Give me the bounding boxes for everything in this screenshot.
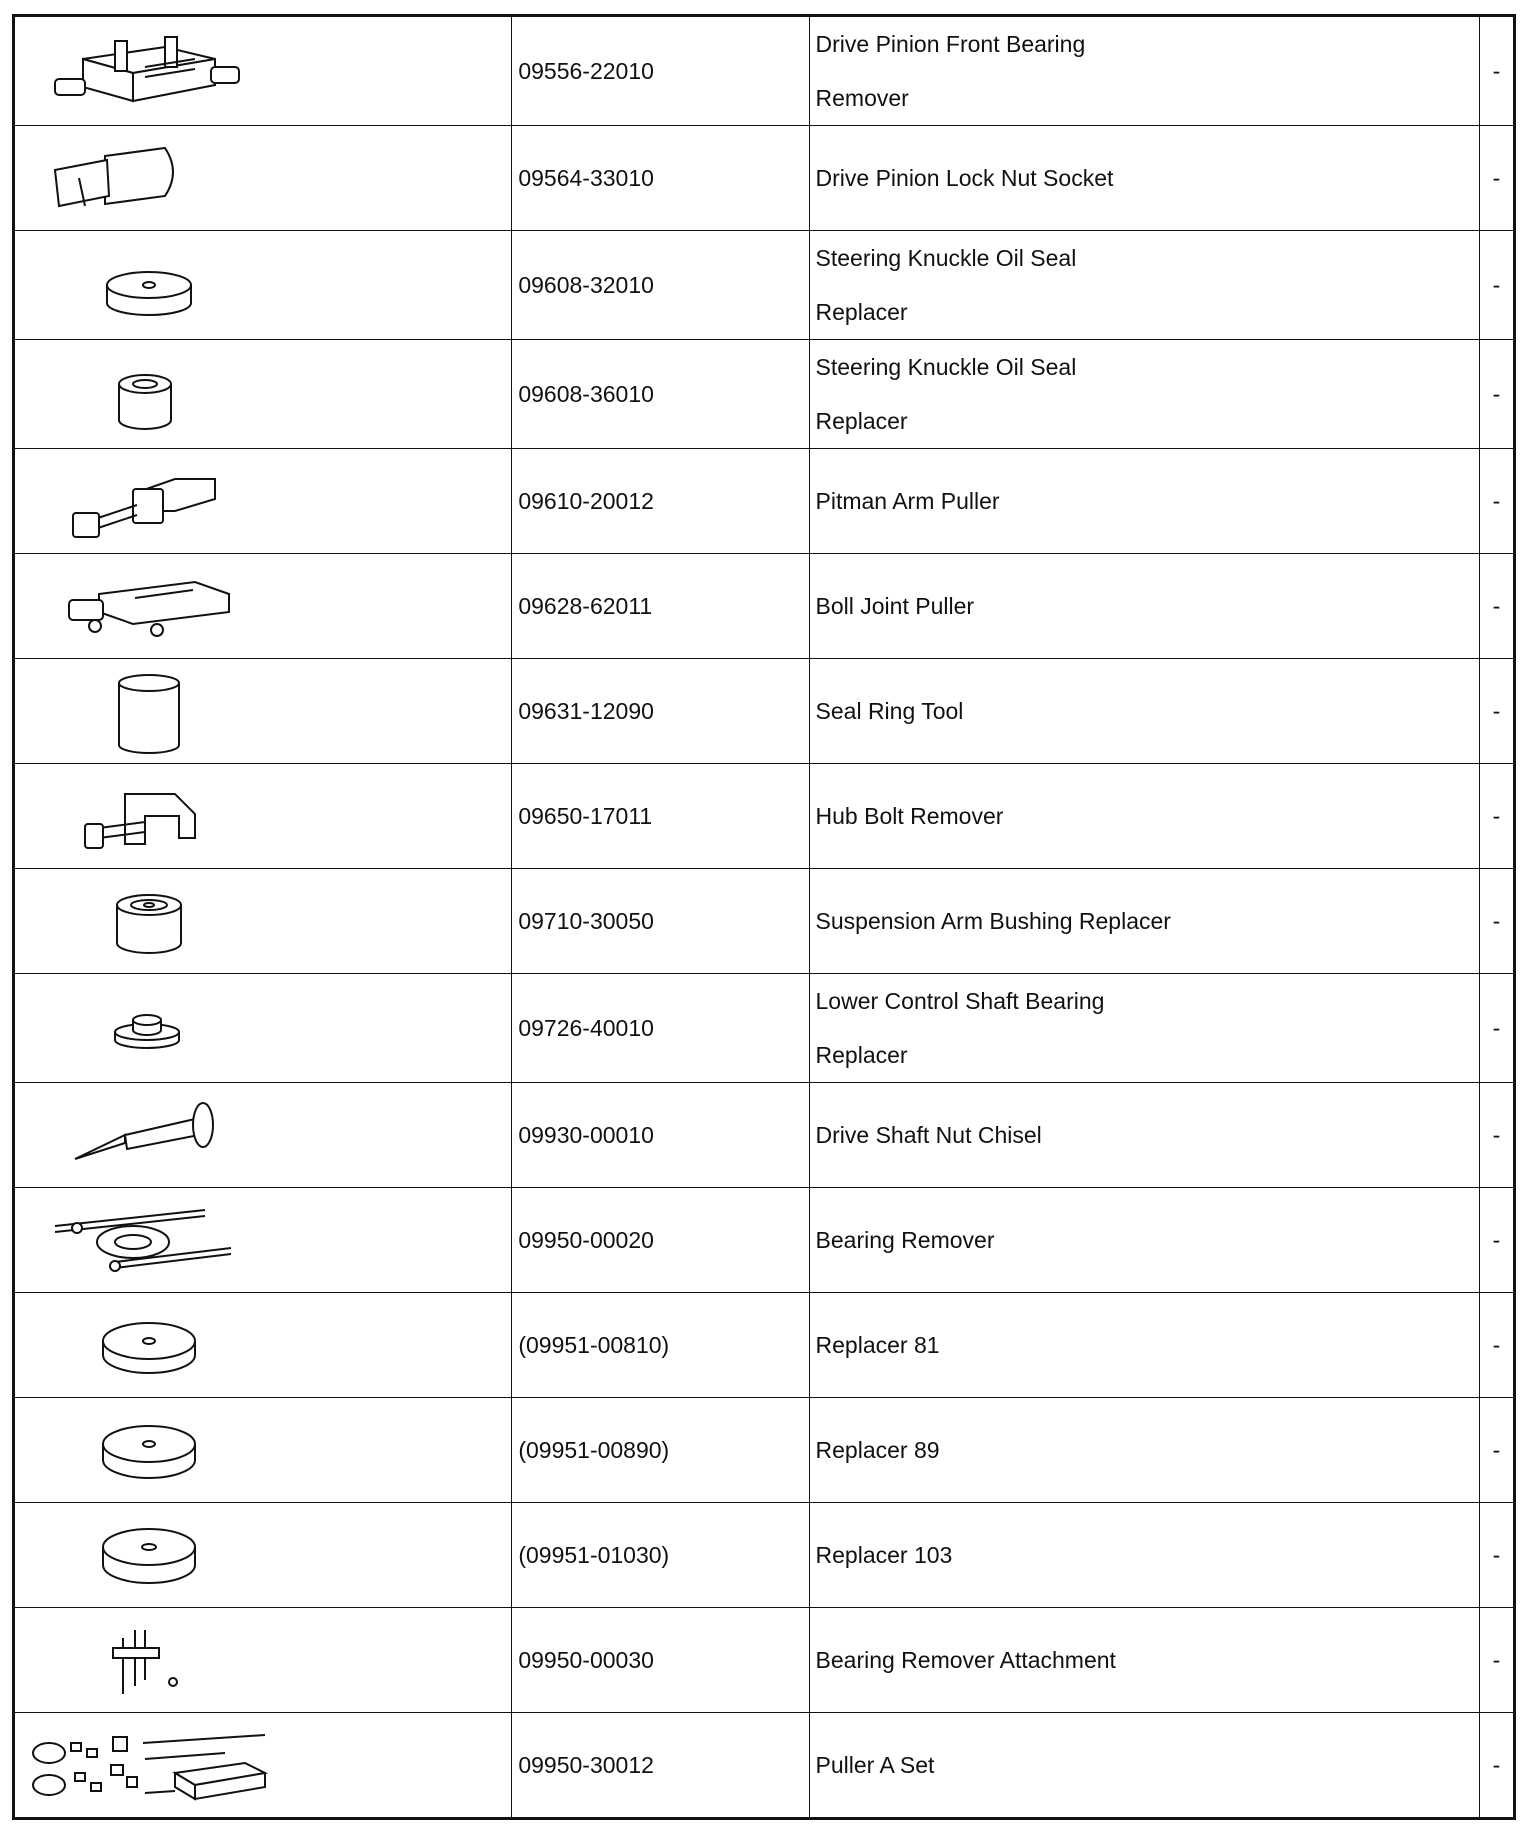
note-cell: - — [1479, 1083, 1514, 1188]
tool-description: Puller A Set — [809, 1713, 1479, 1819]
table-row — [14, 974, 1515, 1083]
table-row — [14, 659, 1515, 764]
tool-description: Suspension Arm Bushing Replacer — [809, 869, 1479, 974]
note-cell: - — [1479, 554, 1514, 659]
shaft-bearing-replacer-icon — [15, 976, 511, 1080]
pitman-arm-puller-icon — [15, 449, 511, 553]
tool-illustration-cell — [14, 659, 512, 764]
ball-joint-puller-icon — [15, 554, 511, 658]
note-cell: - — [1479, 126, 1514, 231]
bearing-remover-frame-icon — [15, 19, 511, 123]
table-row — [14, 1713, 1515, 1819]
table-row — [14, 554, 1515, 659]
bushing-replacer-icon — [15, 869, 511, 973]
tool-illustration-cell — [14, 869, 512, 974]
table-row — [14, 1503, 1515, 1608]
tool-illustration-cell — [14, 449, 512, 554]
hub-bolt-remover-icon — [15, 764, 511, 868]
tool-illustration-cell — [14, 1608, 512, 1713]
part-number: 09930-00010 — [512, 1083, 809, 1188]
table-row — [14, 1608, 1515, 1713]
note-cell: - — [1479, 1188, 1514, 1293]
tool-description: Pitman Arm Puller — [809, 449, 1479, 554]
tool-description: Replacer 81 — [809, 1293, 1479, 1398]
tool-illustration-cell — [14, 126, 512, 231]
note-cell: - — [1479, 974, 1514, 1083]
part-number: 09608-32010 — [512, 231, 809, 340]
special-tools-table — [12, 14, 1516, 1820]
seal-replacer-disc-icon — [15, 233, 511, 337]
nut-chisel-icon — [15, 1083, 511, 1187]
tool-illustration-cell — [14, 16, 512, 126]
tool-illustration-cell — [14, 1398, 512, 1503]
tool-description: Drive Shaft Nut Chisel — [809, 1083, 1479, 1188]
tool-illustration-cell — [14, 231, 512, 340]
table-row — [14, 1398, 1515, 1503]
tool-illustration-cell — [14, 554, 512, 659]
note-cell: - — [1479, 764, 1514, 869]
part-number: 09631-12090 — [512, 659, 809, 764]
tool-description: Steering Knuckle Oil Seal Replacer — [809, 340, 1479, 449]
part-number: (09951-00810) — [512, 1293, 809, 1398]
part-number: 09628-62011 — [512, 554, 809, 659]
part-number: 09726-40010 — [512, 974, 809, 1083]
note-cell: - — [1479, 1503, 1514, 1608]
tool-description: Bearing Remover Attachment — [809, 1608, 1479, 1713]
note-cell: - — [1479, 16, 1514, 126]
part-number: 09564-33010 — [512, 126, 809, 231]
part-number: 09950-30012 — [512, 1713, 809, 1819]
note-cell: - — [1479, 1713, 1514, 1819]
tool-illustration-cell — [14, 1293, 512, 1398]
table-row — [14, 764, 1515, 869]
part-number: 09608-36010 — [512, 340, 809, 449]
part-number: 09610-20012 — [512, 449, 809, 554]
tool-description: Steering Knuckle Oil Seal Replacer — [809, 231, 1479, 340]
socket-icon — [15, 126, 511, 230]
tool-illustration-cell — [14, 1083, 512, 1188]
tool-illustration-cell — [14, 974, 512, 1083]
part-number: 09556-22010 — [512, 16, 809, 126]
bearing-remover-icon — [15, 1188, 511, 1292]
seal-replacer-cup-icon — [15, 342, 511, 446]
tool-description: Hub Bolt Remover — [809, 764, 1479, 869]
tool-description: Drive Pinion Front Bearing Remover — [809, 16, 1479, 126]
part-number: (09951-00890) — [512, 1398, 809, 1503]
replacer-disc-icon — [15, 1503, 511, 1607]
tool-description: Drive Pinion Lock Nut Socket — [809, 126, 1479, 231]
remover-attachment-icon — [15, 1608, 511, 1712]
table-row — [14, 126, 1515, 231]
tool-description: Bearing Remover — [809, 1188, 1479, 1293]
tool-illustration-cell — [14, 764, 512, 869]
replacer-disc-icon — [15, 1398, 511, 1502]
tool-illustration-cell — [14, 340, 512, 449]
replacer-disc-icon — [15, 1293, 511, 1397]
tool-illustration-cell — [14, 1713, 512, 1819]
note-cell: - — [1479, 1608, 1514, 1713]
tool-illustration-cell — [14, 1188, 512, 1293]
part-number: 09650-17011 — [512, 764, 809, 869]
table-row — [14, 340, 1515, 449]
note-cell: - — [1479, 659, 1514, 764]
table-row — [14, 1293, 1515, 1398]
table-row — [14, 449, 1515, 554]
seal-ring-tool-icon — [15, 659, 511, 763]
part-number: 09710-30050 — [512, 869, 809, 974]
note-cell: - — [1479, 869, 1514, 974]
note-cell: - — [1479, 1398, 1514, 1503]
part-number: 09950-00020 — [512, 1188, 809, 1293]
tool-description: Boll Joint Puller — [809, 554, 1479, 659]
note-cell: - — [1479, 449, 1514, 554]
tool-description: Lower Control Shaft Bearing Replacer — [809, 974, 1479, 1083]
tool-list-sheet — [12, 14, 1516, 1820]
table-row — [14, 16, 1515, 126]
tool-description: Replacer 103 — [809, 1503, 1479, 1608]
table-row — [14, 869, 1515, 974]
tool-description: Replacer 89 — [809, 1398, 1479, 1503]
part-number: 09950-00030 — [512, 1608, 809, 1713]
table-row — [14, 1083, 1515, 1188]
tool-description: Seal Ring Tool — [809, 659, 1479, 764]
note-cell: - — [1479, 1293, 1514, 1398]
table-row — [14, 231, 1515, 340]
part-number: (09951-01030) — [512, 1503, 809, 1608]
puller-set-icon — [15, 1713, 511, 1817]
tool-illustration-cell — [14, 1503, 512, 1608]
note-cell: - — [1479, 231, 1514, 340]
table-row — [14, 1188, 1515, 1293]
note-cell: - — [1479, 340, 1514, 449]
